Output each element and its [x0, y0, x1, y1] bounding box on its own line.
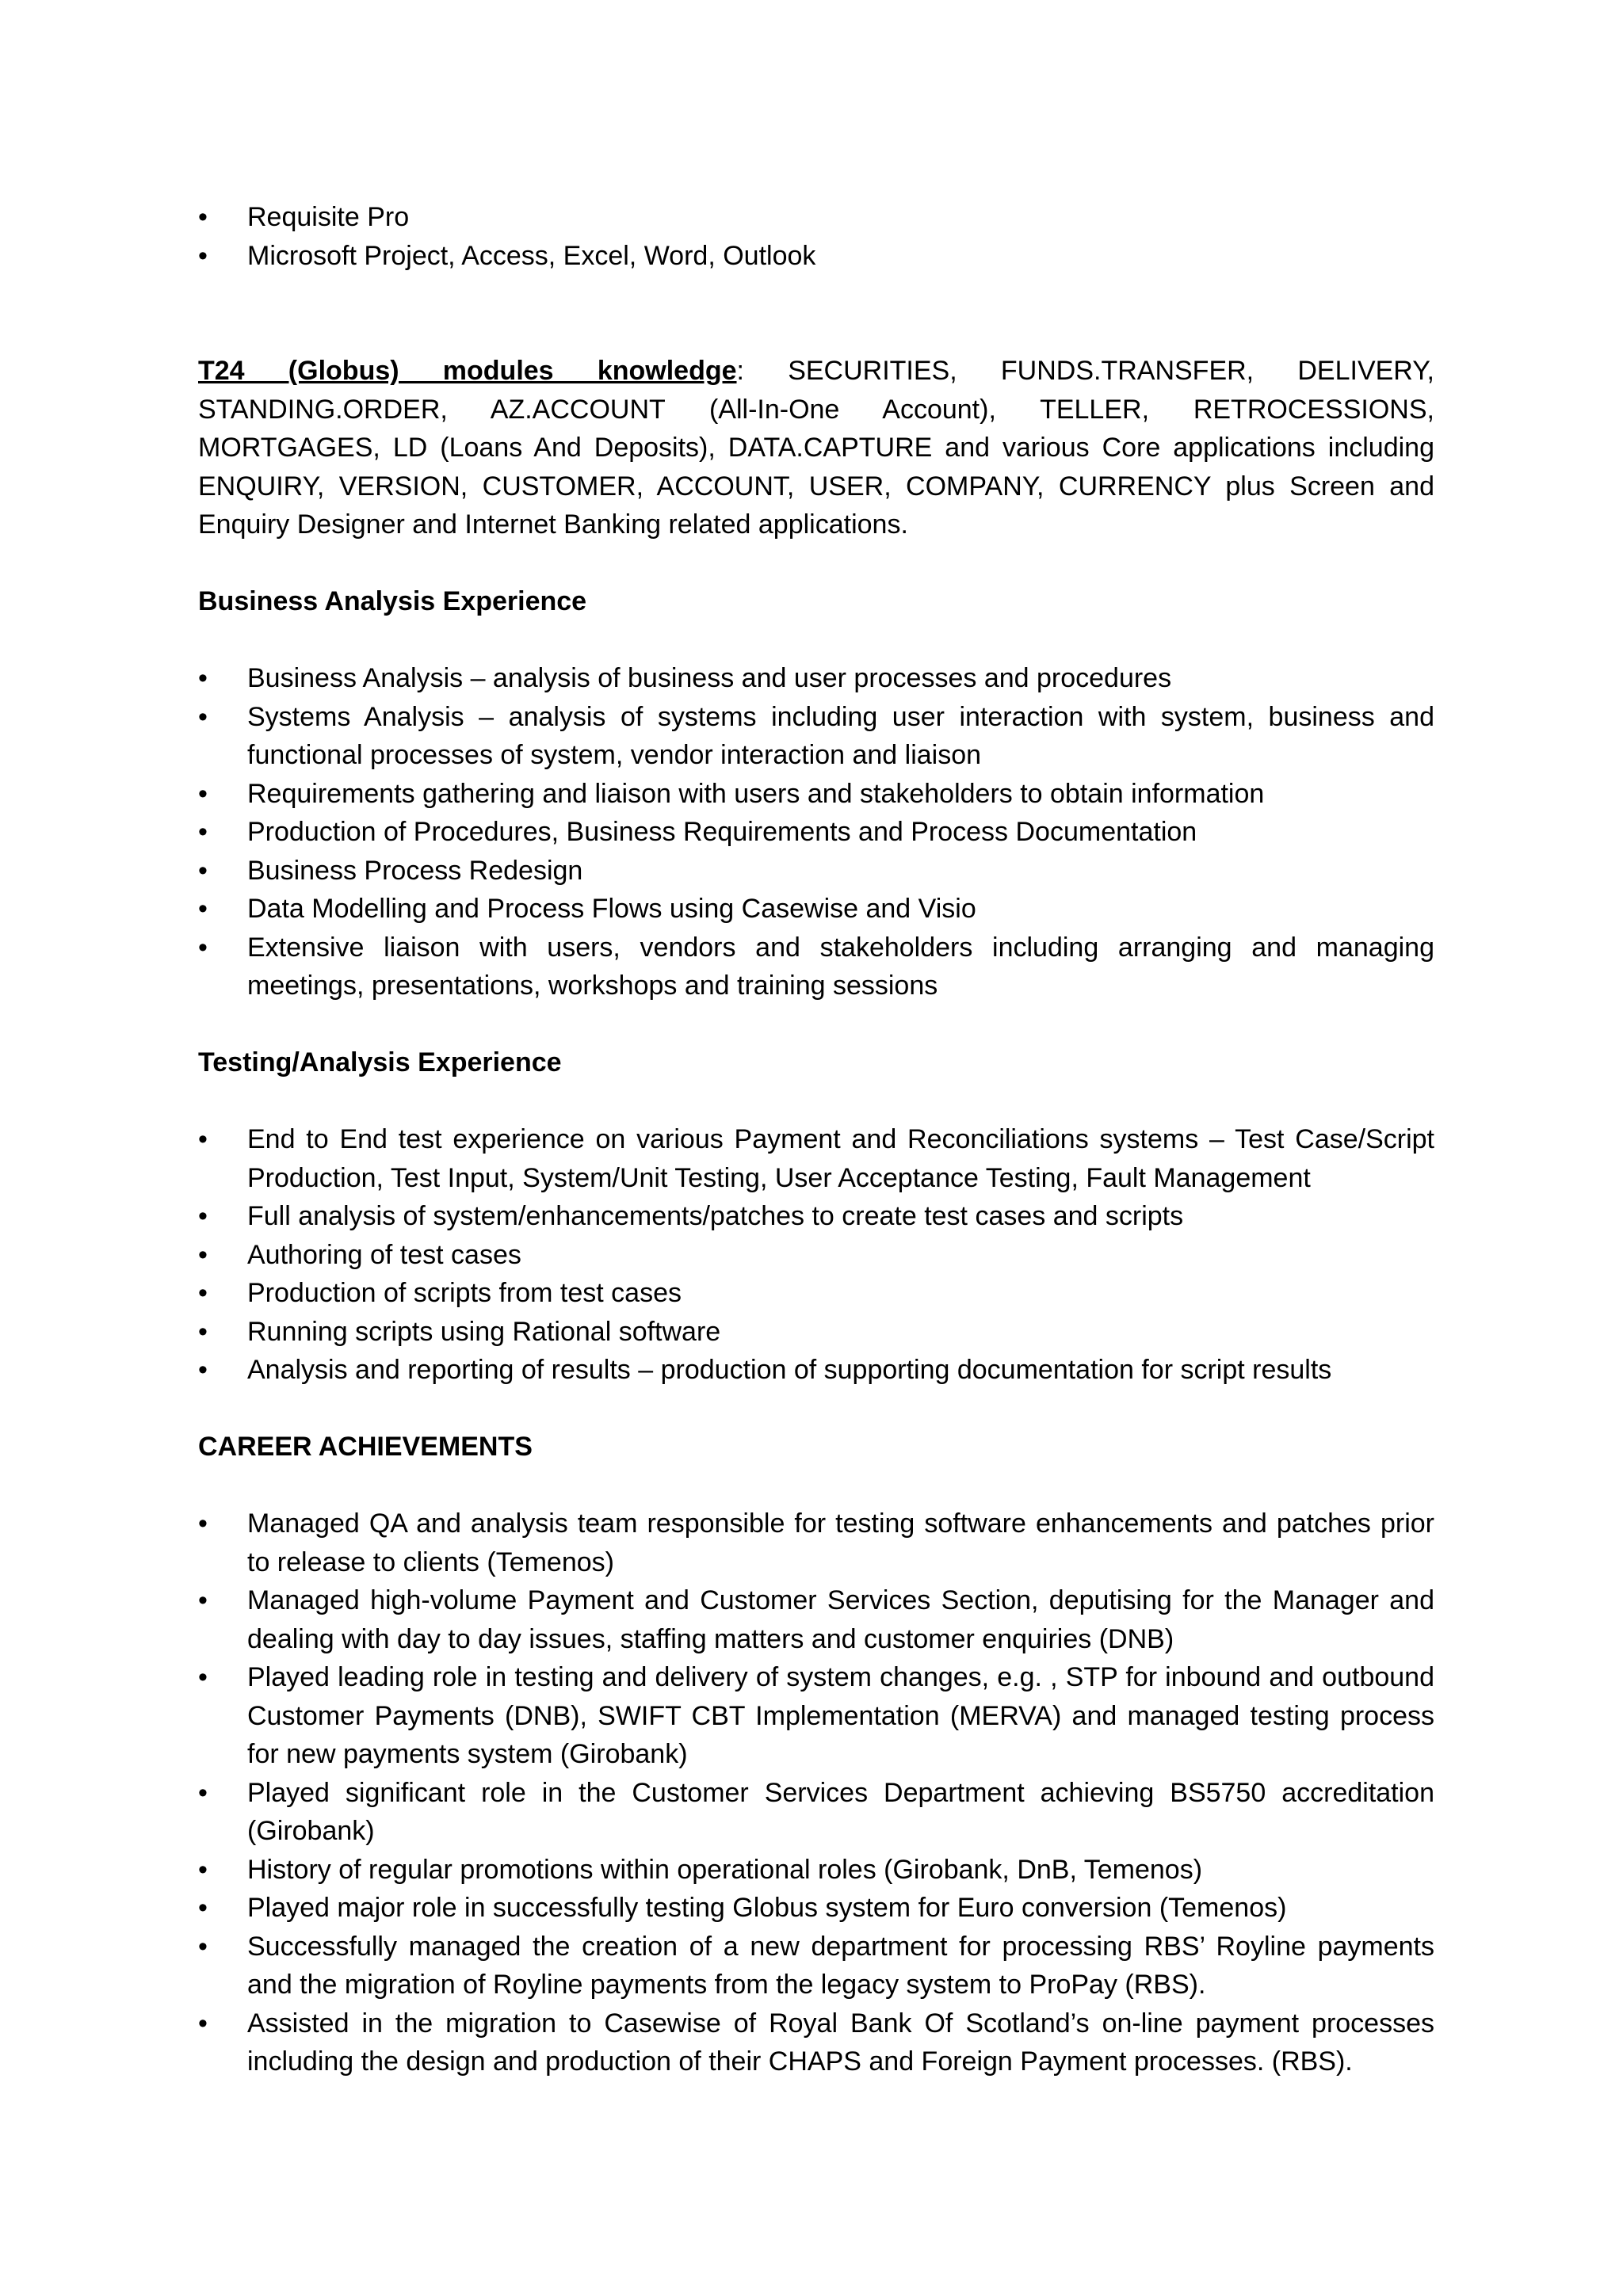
testing-analysis-heading: Testing/Analysis Experience — [198, 1047, 562, 1077]
bullet-icon: • — [198, 894, 208, 924]
list-item — [198, 698, 1434, 775]
list-item — [198, 1851, 1434, 1890]
spacer — [198, 1005, 1434, 1044]
career-achievements-list — [198, 1505, 1434, 2081]
list-item — [198, 813, 1434, 852]
list-item — [198, 1197, 1434, 1236]
list-item-text: Authoring of test cases — [247, 1239, 521, 1270]
t24-modules-paragraph — [198, 352, 1434, 544]
list-item-text: Systems Analysis – analysis of systems including user interaction with system, business and functional processes of system, vendor interaction and liaison — [247, 701, 1434, 770]
spacer — [198, 621, 1434, 660]
bullet-icon: • — [198, 855, 208, 886]
career-achievements-heading: CAREER ACHIEVEMENTS — [198, 1432, 533, 1462]
bullet-icon: • — [198, 701, 208, 732]
list-item — [198, 1928, 1434, 2004]
list-item-text: Analysis and reporting of results – production of supporting documentation for script results — [247, 1355, 1332, 1385]
list-item-text: End to End test experience on various Payment and Reconciliations systems – Test Case/Script Production, Test Input, System/Unit Testing, User Acceptance Testing, Fault Management — [247, 1124, 1434, 1193]
bullet-icon: • — [198, 1931, 208, 1962]
list-item — [198, 1581, 1434, 1658]
bullet-icon: • — [198, 1662, 208, 1692]
list-item-text: Business Analysis – analysis of business and user processes and procedures — [247, 663, 1172, 693]
list-item-text: Requirements gathering and liaison with users and stakeholders to obtain information — [247, 778, 1265, 809]
bullet-icon: • — [198, 932, 208, 963]
bullet-icon: • — [198, 1355, 208, 1385]
tools-list — [198, 198, 1434, 275]
list-item-text: Full analysis of system/enhancements/patches to create test cases and scripts — [247, 1201, 1184, 1231]
spacer — [198, 1390, 1434, 1428]
document-page — [198, 198, 1434, 2081]
bullet-icon: • — [198, 1508, 208, 1539]
list-item — [198, 237, 1434, 276]
list-item — [198, 1505, 1434, 1581]
list-item-text: Production of Procedures, Business Requirements and Process Documentation — [247, 817, 1197, 847]
list-item-text: Assisted in the migration to Casewise of Royal Bank Of Scotland’s on-line payment processes including the design and production of their CHAPS and Foreign Payment processes. (RBS). — [247, 2008, 1434, 2077]
list-item — [198, 775, 1434, 814]
bullet-icon: • — [198, 202, 208, 232]
t24-modules-colon: : — [736, 356, 744, 386]
bullet-icon: • — [198, 1278, 208, 1308]
list-item — [198, 1236, 1434, 1275]
list-item-text: Running scripts using Rational software — [247, 1316, 721, 1347]
list-item-text: Managed QA and analysis team responsible for testing software enhancements and patches prior to release to clients (Temenos) — [247, 1508, 1434, 1577]
business-analysis-heading: Business Analysis Experience — [198, 586, 587, 616]
list-item-text: Managed high-volume Payment and Customer Services Section, deputising for the Manager and dealing with day to day issues, staffing matters and customer enquiries (DNB) — [247, 1585, 1434, 1654]
list-item — [198, 1658, 1434, 1774]
list-item-text: Microsoft Project, Access, Excel, Word, Outlook — [247, 240, 816, 271]
t24-modules-lead: T24 (Globus) modules knowledge — [198, 356, 737, 386]
list-item — [198, 659, 1434, 698]
bullet-icon: • — [198, 1777, 208, 1808]
bullet-icon: • — [198, 1316, 208, 1347]
list-item — [198, 852, 1434, 891]
list-item-text: Business Process Redesign — [247, 855, 583, 886]
bullet-icon: • — [198, 1585, 208, 1615]
bullet-icon: • — [198, 1893, 208, 1923]
list-item-text: Requisite Pro — [247, 202, 410, 232]
bullet-icon: • — [198, 240, 208, 271]
list-item-text: Successfully managed the creation of a new department for processing RBS’ Royline payments and the migration of Royline payments from the legacy system to ProPay (RBS). — [247, 1931, 1434, 2000]
list-item — [198, 198, 1434, 237]
list-item-text: Played major role in successfully testing Globus system for Euro conversion (Temenos) — [247, 1893, 1287, 1923]
testing-analysis-list — [198, 1120, 1434, 1390]
list-item-text: Production of scripts from test cases — [247, 1278, 682, 1308]
bullet-icon: • — [198, 817, 208, 847]
bullet-icon: • — [198, 2008, 208, 2039]
bullet-icon: • — [198, 1201, 208, 1231]
bullet-icon: • — [198, 663, 208, 693]
list-item-text: History of regular promotions within operational roles (Girobank, DnB, Temenos) — [247, 1854, 1203, 1885]
list-item — [198, 1120, 1434, 1197]
bullet-icon: • — [198, 1854, 208, 1885]
spacer — [198, 544, 1434, 583]
bullet-icon: • — [198, 1239, 208, 1270]
t24-modules-text: SECURITIES, FUNDS.TRANSFER, DELIVERY, STANDING.ORDER, AZ.ACCOUNT (All-In-One Account), TELLER, RETROCESSIONS, MORTGAGES, LD (Loans And Deposits), DATA.CAPTURE and various Core applications including ENQUIRY, VERSION, CUSTOMER, ACCOUNT, USER, COMPANY, CURRENCY plus Screen and Enquiry Designer and Internet Banking related applications. — [198, 356, 1434, 540]
list-item — [198, 929, 1434, 1005]
list-item-text: Extensive liaison with users, vendors and stakeholders including arranging and managing meetings, presentations, workshops and training sessions — [247, 932, 1434, 1001]
list-item-text: Played leading role in testing and delivery of system changes, e.g. , STP for inbound and outbound Customer Payments (DNB), SWIFT CBT Implementation (MERVA) and managed testing process for new payments system (Girobank) — [247, 1662, 1434, 1769]
bullet-icon: • — [198, 1124, 208, 1154]
bullet-icon: • — [198, 778, 208, 809]
spacer — [198, 275, 1434, 352]
list-item-text: Played significant role in the Customer Services Department achieving BS5750 accreditation (Girobank) — [247, 1777, 1434, 1846]
list-item — [198, 1774, 1434, 1851]
spacer — [198, 1466, 1434, 1505]
list-item — [198, 1274, 1434, 1313]
list-item-text: Data Modelling and Process Flows using Casewise and Visio — [247, 894, 976, 924]
list-item — [198, 2004, 1434, 2081]
list-item — [198, 1313, 1434, 1352]
list-item — [198, 890, 1434, 929]
list-item — [198, 1889, 1434, 1928]
business-analysis-list — [198, 659, 1434, 1005]
spacer — [198, 1082, 1434, 1121]
list-item — [198, 1351, 1434, 1390]
